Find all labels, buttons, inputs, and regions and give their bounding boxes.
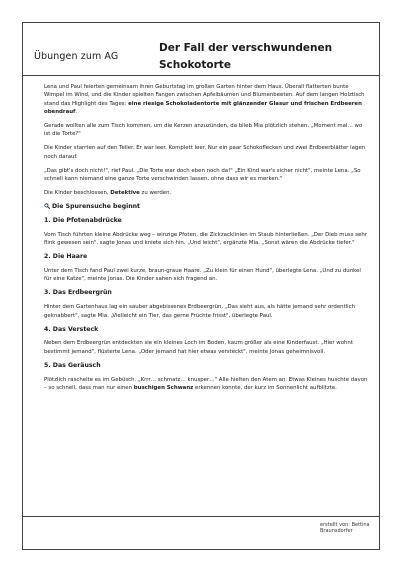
- clue-text-2: Unter dem Tisch fand Paul zwei kurze, braun-graue Haare. „Zu klein für einen Hund", überlegte Lena. „Und zu dunkel für eine Katze", meinte Jonas. Die Kinder sahen sich fragend an.: [44, 268, 361, 283]
- magnifier-icon: [44, 203, 50, 209]
- intro-paragraph-1: Lena und Paul feierten gemeinsam ihren Geburtstag im großen Garten hinter dem Haus. Überall flatterten bunte Wimpel im Wind, und die Kinder spielten Fangen zwischen Apfelbäumen und Blumenbeeten. Auf dem langen Holztisch stand das Highlight des Tages: eine riesige Schokoladentorte mit glänzender Glasur und frischen Erdbeeren obendrauf.: [44, 84, 365, 115]
- clue-text-1: Vom Tisch führten kleine Abdrücke weg – winzige Pfoten, die Zickzacklinien im Staub hinterließen. „Der Dieb muss sehr flink gewesen sein", sagte Jonas und kniete sich hin. „Und leicht", ergänzte Mia. „Sonst wären die Abdrücke tiefer.": [44, 231, 367, 247]
- clue-heading-4: 4. Das Versteck: [44, 325, 99, 333]
- intro-paragraph-4: „Das gibt's doch nicht!", rief Paul. „Die Torte war doch eben noch da!" „Ein Kind war's sicher nicht", meinte Lena. „So schnell kann niemand eine ganze Torte verschwinden lassen, ohne dass wir es merken.": [44, 167, 361, 183]
- header-divider: [22, 75, 380, 76]
- intro-paragraph-5: Die Kinder beschlossen, Detektive zu werden.: [44, 190, 172, 197]
- footer-divider: [22, 516, 380, 517]
- intro-paragraph-2: Gerade wollten alle zum Tisch kommen, um die Kerzen anzuzünden, da blieb Mia plötzlich stehen. „Moment mal… wo ist die Torte?": [44, 122, 363, 138]
- clue-heading-2: 2. Die Haare: [44, 253, 88, 261]
- clue-text-5: Plötzlich raschelte es im Gebüsch. „Krrr… schmatz… knusper…" Alle hielten den Atem an. Etwas Kleines huschte davon – so schnell, dass man nur einen buschigen Schwanz erkennen konnte, der kurz im Sonnenlicht aufblitzte.: [44, 376, 368, 391]
- search-start-heading: Die Spurensuche beginnt: [44, 203, 370, 211]
- intro-paragraph-3: Die Kinder starrten auf den Teller. Er war leer. Komplett leer. Nur ein paar Schokoflecken und zwei Erdbeerblätter lagen noch darauf.: [44, 145, 366, 160]
- story-title: [159, 40, 332, 74]
- worksheet-label: Übungen zum AG: [34, 51, 119, 62]
- clue-heading-5: 5. Das Geräusch: [44, 361, 101, 369]
- author-credit: erstellt von: Bettina Braunsdorfer: [320, 522, 370, 534]
- story-body: [44, 83, 370, 398]
- clue-heading-3: 3. Das Erdbeergrün: [44, 289, 112, 297]
- story-title-line2: Schokotorte: [159, 59, 231, 71]
- clue-heading-1: 1. Die Pfotenabdrücke: [44, 217, 122, 225]
- clue-text-3: Hinter dem Gartenhaus lag ein sauber abgebissenes Erdbeergrün. „Das sieht aus, als hätte jemand sehr ordentlich geknabbert", sagte Mia. „Vielleicht ein Tier, das gerne Früchte frisst", überlegte Paul.: [44, 304, 356, 319]
- story-title-line1: Der Fall der verschwundenen: [159, 42, 333, 54]
- clue-text-4: Neben dem Erdbeergrün entdeckten sie ein kleines Loch im Boden, kaum größer als eine Kinderfaust. „Hier wohnt bestimmt jemand", flüsterte Lena. „Oder jemand hat hier etwas versteckt", meinte Jonas geheimnisvoll.: [44, 340, 353, 355]
